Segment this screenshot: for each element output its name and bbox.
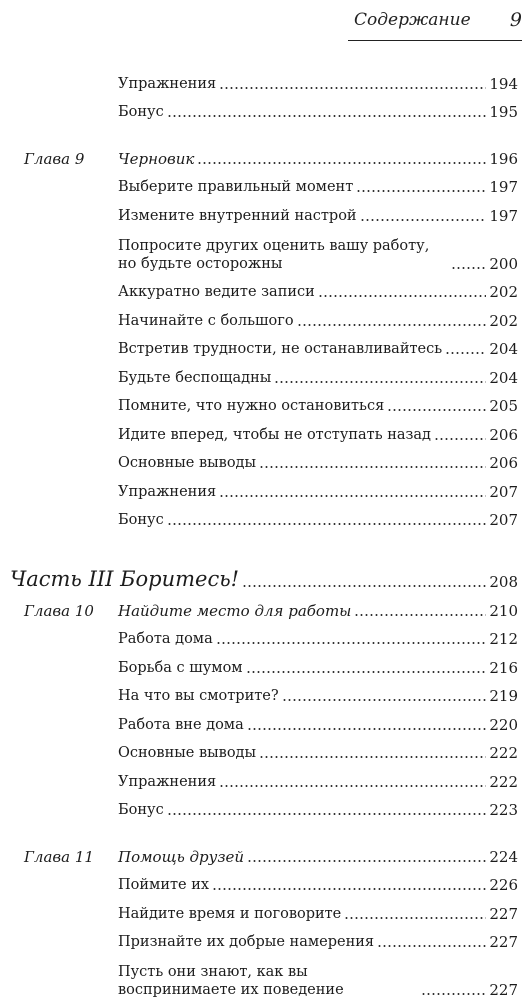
toc-entry-title: Работа вне дома bbox=[118, 716, 244, 733]
toc-part-entry bbox=[0, 563, 532, 597]
toc-entry-title: Помните, что нужно остановиться bbox=[118, 398, 385, 414]
toc-entry-page: 226 bbox=[489, 876, 518, 894]
toc-entry-page: 210 bbox=[489, 601, 518, 620]
toc-entry-page: 205 bbox=[489, 397, 518, 415]
chapter-title: Помощь друзей bbox=[118, 847, 245, 866]
toc-entry-page: 222 bbox=[489, 744, 518, 762]
dot-leader bbox=[344, 917, 486, 919]
dot-leader bbox=[216, 642, 487, 644]
toc-entry bbox=[0, 70, 532, 99]
toc-entry-page: 196 bbox=[489, 149, 518, 168]
toc-chapter-entry bbox=[0, 597, 532, 626]
chapter-title: Найдите место для работы bbox=[118, 601, 352, 620]
dot-leader bbox=[212, 888, 486, 890]
toc-entry-title: Работа дома bbox=[118, 631, 213, 647]
table-of-contents bbox=[0, 70, 532, 1005]
toc-chapter-entry bbox=[0, 145, 532, 174]
dot-leader bbox=[219, 495, 486, 497]
toc-entry bbox=[0, 683, 532, 712]
toc-entry-page: 197 bbox=[489, 178, 518, 196]
dot-leader bbox=[242, 585, 486, 587]
toc-entry-page: 216 bbox=[489, 658, 518, 677]
dot-leader bbox=[445, 352, 486, 354]
toc-entry bbox=[0, 336, 532, 365]
toc-entry-title: Упражнения bbox=[118, 75, 217, 92]
toc-entry bbox=[0, 711, 532, 740]
dot-leader bbox=[356, 190, 486, 192]
toc-entry-page: 204 bbox=[489, 368, 518, 387]
dot-leader bbox=[377, 945, 486, 947]
toc-entry-title: Измените внутренний настрой bbox=[118, 207, 357, 224]
toc-entry-page: 227 bbox=[489, 904, 518, 923]
toc-entry-title: Основные выводы bbox=[118, 455, 257, 471]
chapter-label: Глава 11 bbox=[24, 847, 94, 866]
toc-entry-title: Бонус bbox=[118, 512, 164, 528]
toc-entry bbox=[0, 797, 532, 826]
toc-entry-title: Начинайте с большого bbox=[118, 312, 294, 329]
toc-entry-page: 220 bbox=[489, 715, 518, 734]
toc-entry-page: 212 bbox=[489, 630, 518, 648]
toc-entry bbox=[0, 900, 532, 929]
dot-leader bbox=[387, 409, 486, 411]
chapter-title: Черновик bbox=[118, 149, 195, 168]
toc-entry bbox=[0, 768, 532, 797]
toc-entry-page: 207 bbox=[489, 482, 518, 501]
toc-entry-title: Признайте их добрые намерения bbox=[118, 934, 375, 950]
toc-entry-title: Найдите время и поговорите bbox=[118, 905, 342, 922]
toc-entry-page: 208 bbox=[489, 573, 518, 591]
dot-leader bbox=[421, 993, 486, 995]
toc-entry-page: 197 bbox=[489, 206, 518, 225]
toc-entry-page: 207 bbox=[489, 511, 518, 529]
dot-leader bbox=[360, 219, 487, 221]
toc-entry-title: На что вы смотрите? bbox=[118, 688, 279, 704]
toc-entry bbox=[0, 626, 532, 655]
toc-entry bbox=[0, 957, 532, 1005]
toc-entry-page: 206 bbox=[489, 454, 518, 472]
chapter-label: Глава 9 bbox=[24, 149, 85, 168]
running-header-title: Содержание bbox=[354, 10, 471, 30]
toc-entry-title: Бонус bbox=[118, 104, 164, 120]
dot-leader bbox=[246, 671, 487, 673]
toc-entry-page: 224 bbox=[489, 847, 518, 866]
toc-entry-page: 202 bbox=[489, 311, 518, 330]
toc-entry-page: 204 bbox=[489, 340, 518, 358]
toc-entry bbox=[0, 174, 532, 203]
dot-leader bbox=[247, 860, 486, 862]
toc-entry bbox=[0, 279, 532, 308]
toc-entry-title: Упражнения bbox=[118, 773, 217, 790]
dot-leader bbox=[282, 699, 487, 701]
toc-entry bbox=[0, 450, 532, 479]
toc-entry bbox=[0, 393, 532, 422]
toc-entry-title: Встретив трудности, не останавливайтесь bbox=[118, 341, 443, 357]
toc-entry-page: 194 bbox=[489, 74, 518, 93]
toc-entry bbox=[0, 929, 532, 958]
toc-entry-title: Попросите других оценить вашу работу, но будьте осторожны bbox=[118, 237, 430, 272]
toc-entry-page: 195 bbox=[489, 103, 518, 121]
toc-chapter-entry bbox=[0, 843, 532, 872]
dot-leader bbox=[197, 162, 486, 164]
toc-entry-title: Пусть они знают, как вы воспринимаете их поведение bbox=[118, 964, 344, 998]
toc-entry-page: 202 bbox=[489, 283, 518, 301]
toc-entry-page: 222 bbox=[489, 772, 518, 791]
toc-entry-title: Поймите их bbox=[118, 877, 210, 893]
toc-entry bbox=[0, 364, 532, 393]
toc-entry bbox=[0, 421, 532, 450]
toc-entry bbox=[0, 507, 532, 536]
dot-leader bbox=[318, 295, 487, 297]
dot-leader bbox=[219, 785, 486, 787]
toc-entry bbox=[0, 202, 532, 231]
dot-leader bbox=[434, 438, 486, 440]
toc-entry-title: Идите вперед, чтобы не отступать назад bbox=[118, 426, 431, 443]
toc-entry-title: Основные выводы bbox=[118, 745, 257, 761]
toc-entry-page: 206 bbox=[489, 425, 518, 444]
dot-leader bbox=[167, 813, 487, 815]
dot-leader bbox=[167, 523, 487, 525]
toc-entry-page: 223 bbox=[489, 801, 518, 819]
toc-entry-title: Упражнения bbox=[118, 483, 217, 500]
chapter-label: Глава 10 bbox=[24, 601, 94, 620]
toc-entry-title: Аккуратно ведите записи bbox=[118, 284, 315, 300]
toc-entry bbox=[0, 740, 532, 769]
dot-leader bbox=[259, 756, 486, 758]
dot-leader bbox=[219, 87, 486, 89]
dot-leader bbox=[167, 115, 487, 117]
toc-entry bbox=[0, 99, 532, 128]
toc-entry-title: Выберите правильный момент bbox=[118, 179, 354, 195]
toc-entry bbox=[0, 654, 532, 683]
dot-leader bbox=[259, 466, 486, 468]
page-number: 9 bbox=[509, 9, 522, 31]
dot-leader bbox=[451, 267, 486, 269]
toc-entry-page: 219 bbox=[489, 687, 518, 705]
dot-leader bbox=[274, 381, 486, 383]
toc-entry-page: 200 bbox=[489, 254, 518, 273]
toc-entry bbox=[0, 872, 532, 901]
toc-entry-title: Будьте беспощадны bbox=[118, 369, 272, 386]
dot-leader bbox=[247, 728, 487, 730]
toc-entry bbox=[0, 478, 532, 507]
toc-entry-page: 227 bbox=[489, 933, 518, 951]
running-header bbox=[348, 4, 522, 41]
toc-entry-page: 227 bbox=[489, 981, 518, 999]
part-title: Часть III Боритесь! bbox=[10, 567, 240, 591]
dot-leader bbox=[354, 614, 486, 616]
toc-entry-title: Борьба с шумом bbox=[118, 659, 243, 676]
toc-entry bbox=[0, 231, 532, 279]
toc-entry bbox=[0, 307, 532, 336]
dot-leader bbox=[297, 324, 487, 326]
toc-entry-title: Бонус bbox=[118, 802, 164, 818]
